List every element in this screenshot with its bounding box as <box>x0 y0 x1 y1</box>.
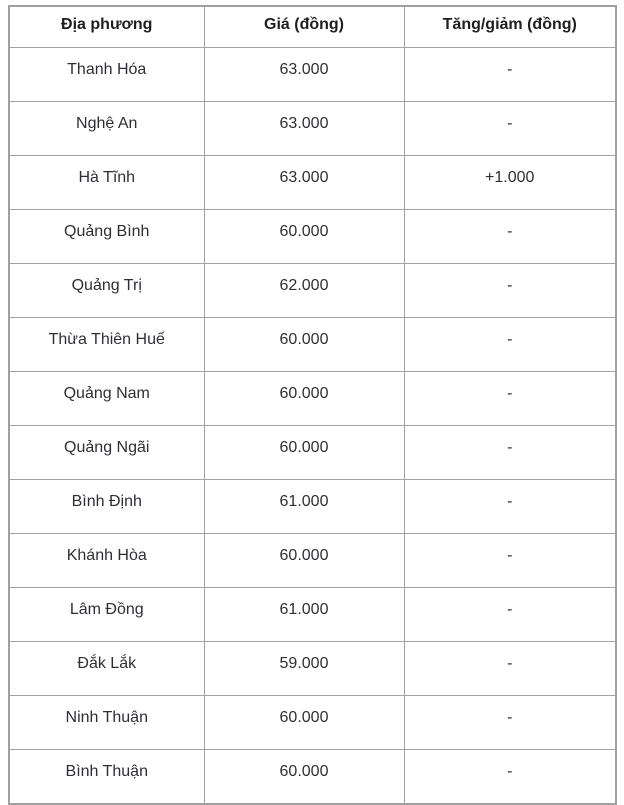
price-cell: 62.000 <box>204 264 404 318</box>
price-cell: 60.000 <box>204 210 404 264</box>
location-cell: Ninh Thuận <box>9 696 204 750</box>
location-cell: Khánh Hòa <box>9 534 204 588</box>
table-row <box>9 588 616 642</box>
location-cell: Quảng Bình <box>9 210 204 264</box>
price-cell: 59.000 <box>204 642 404 696</box>
location-cell: Bình Thuận <box>9 750 204 805</box>
table-row <box>9 318 616 372</box>
change-cell: - <box>404 426 616 480</box>
change-cell: - <box>404 534 616 588</box>
price-cell: 61.000 <box>204 480 404 534</box>
price-table-container <box>8 5 617 805</box>
price-cell: 60.000 <box>204 534 404 588</box>
location-cell: Quảng Trị <box>9 264 204 318</box>
table-row <box>9 642 616 696</box>
location-cell: Lâm Đồng <box>9 588 204 642</box>
change-cell: - <box>404 318 616 372</box>
table-row <box>9 264 616 318</box>
location-cell: Hà Tĩnh <box>9 156 204 210</box>
location-cell: Quảng Ngãi <box>9 426 204 480</box>
price-table <box>8 5 617 805</box>
location-cell: Quảng Nam <box>9 372 204 426</box>
table-row <box>9 750 616 805</box>
table-row <box>9 372 616 426</box>
change-cell: - <box>404 696 616 750</box>
table-row <box>9 102 616 156</box>
table-row <box>9 426 616 480</box>
price-cell: 63.000 <box>204 48 404 102</box>
change-cell: - <box>404 102 616 156</box>
change-cell: - <box>404 48 616 102</box>
header-change: Tăng/giảm (đồng) <box>404 6 616 48</box>
table-row <box>9 480 616 534</box>
change-cell: - <box>404 264 616 318</box>
header-price: Giá (đồng) <box>204 6 404 48</box>
change-cell: - <box>404 480 616 534</box>
price-cell: 61.000 <box>204 588 404 642</box>
table-row <box>9 210 616 264</box>
location-cell: Nghệ An <box>9 102 204 156</box>
change-cell: - <box>404 372 616 426</box>
price-cell: 60.000 <box>204 426 404 480</box>
table-row <box>9 534 616 588</box>
price-cell: 60.000 <box>204 750 404 805</box>
table-row <box>9 156 616 210</box>
price-cell: 63.000 <box>204 102 404 156</box>
change-cell: - <box>404 750 616 805</box>
location-cell: Thừa Thiên Huế <box>9 318 204 372</box>
change-cell: - <box>404 210 616 264</box>
price-cell: 60.000 <box>204 696 404 750</box>
table-header-row <box>9 6 616 48</box>
header-location: Địa phương <box>9 6 204 48</box>
change-cell: +1.000 <box>404 156 616 210</box>
change-cell: - <box>404 642 616 696</box>
location-cell: Thanh Hóa <box>9 48 204 102</box>
location-cell: Bình Định <box>9 480 204 534</box>
table-row <box>9 696 616 750</box>
price-cell: 60.000 <box>204 318 404 372</box>
price-cell: 60.000 <box>204 372 404 426</box>
change-cell: - <box>404 588 616 642</box>
price-cell: 63.000 <box>204 156 404 210</box>
location-cell: Đắk Lắk <box>9 642 204 696</box>
table-row <box>9 48 616 102</box>
